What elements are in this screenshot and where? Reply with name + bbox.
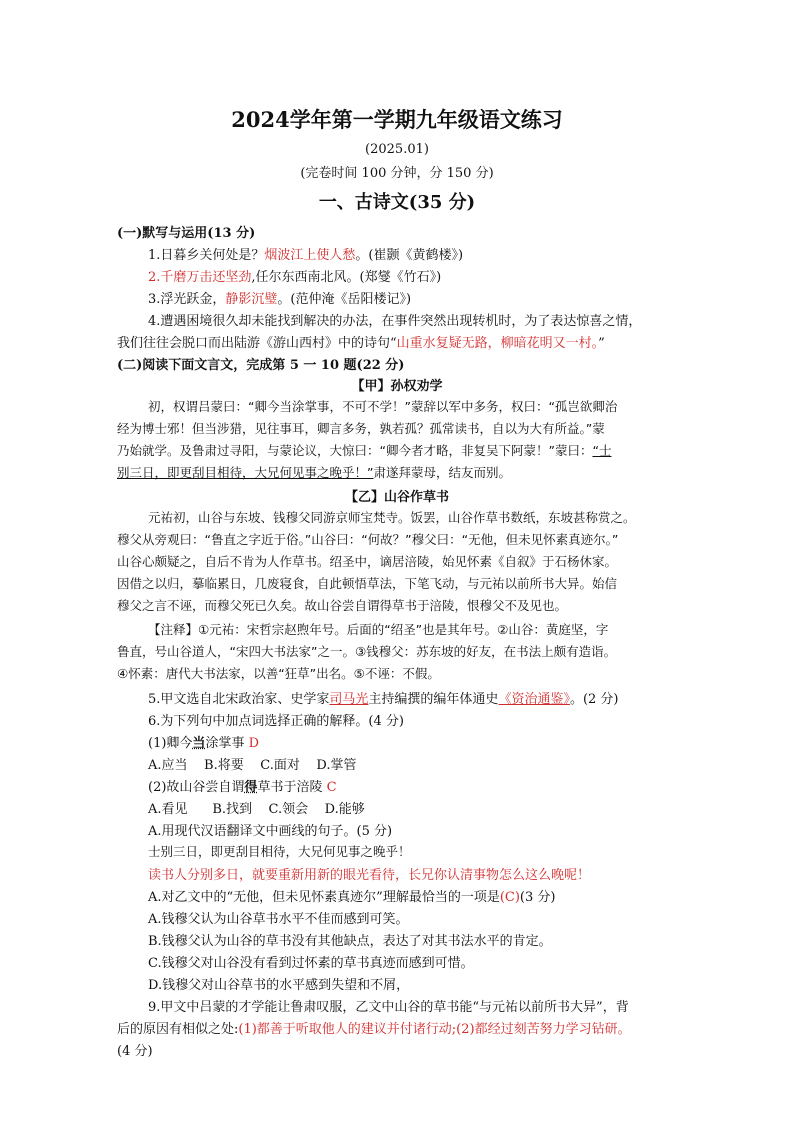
question-1-answer: 烟波江上使人愁 [264,248,356,263]
jia-underline-start: “士 [592,443,612,458]
notes-line-3: ④怀素：唐代大书法家，以善“狂草”出名。⑤不诬：不假。 [117,666,440,681]
question-4-line2 [117,332,677,351]
question-2 [148,266,708,285]
section-heading: 一、古诗文(35 分) [318,192,476,213]
question-4-answer: 山重水复疑无路，柳暗花明又一村。 [396,336,599,351]
question-1-source: 。(崔颢《黄鹤楼》) [355,248,464,263]
question-6-1-dotted-word: 当 [192,736,206,751]
question-6-2-answer: C [326,780,337,795]
question-6: 6.为下列句中加点词选择正确的解释。(4 分) [148,714,404,729]
question-2-answer: 2.千磨万击还坚劲 [148,270,252,285]
question-6-2-dotted-word: 得 [244,780,258,795]
jia-underlined-sentence: 别三日，即更刮目相待，大兄何见事之晚乎！ [117,465,368,480]
question-3-source: 。(范仲淹《岳阳楼记》) [277,292,412,307]
yi-line-2: 穆父从旁观曰：“鲁直之字近于俗。”山谷曰：“何故？”穆父曰：“无他，但未见怀素真迹尔。” [117,532,619,547]
question-8 [148,886,708,905]
question-5 [148,688,708,707]
question-5-mid: 主持编撰的编年体通史 [368,692,499,707]
question-1 [148,244,708,263]
question-6-2 [148,776,708,795]
question-9-score: (4 分) [117,1044,153,1059]
question-6-2-options: A.看见 B.找到 C.领会 D.能够 [148,802,365,817]
question-9-answer: (1)都善于听取他人的建议并付诸行动;(2)都经过刻苦努力学习钻研。 [238,1022,631,1037]
question-6-2-suffix: 草书于涪陵 [257,780,323,795]
question-4-text: 我们往往会脱口而出陆游《游山西村》中的诗句“ [117,336,397,351]
page-title: 2024学年第一学期九年级语文练习 [231,107,563,132]
part1-heading: (一)默写与运用(13 分) [117,226,256,241]
notes-line-2: 鲁直，号山谷道人，“宋四大书法家”之一。③钱穆父：苏东坡的好友，在书法上颇有造诣。 [117,644,617,659]
question-6-1-answer: D [248,736,260,751]
question-7: A.用现代汉语翻译文中画线的句子。(5 分) [148,824,393,839]
yi-title: 【乙】山谷作草书 [344,490,449,505]
question-4-close: ” [598,336,605,351]
question-6-1-prefix: (1)卿今 [148,736,193,751]
question-6-2-prefix: (2)故山谷尝自谓 [148,780,245,795]
question-9-line2 [117,1018,677,1037]
jia-underline-close: ” [367,465,374,480]
question-5-answer-1: 司马光 [329,692,369,707]
jia-line-3 [117,441,677,459]
yi-line-1: 元祐初，山谷与东坡、钱穆父同游京师宝梵寺。饭罢，山谷作草书数纸，东坡甚称赏之。 [148,510,636,525]
question-8-option-a: A.钱穆父认为山谷草书水平不佳而感到可笑。 [148,912,409,927]
question-9-text: 后的原因有相似之处: [117,1022,239,1037]
jia-title: 【甲】孙权劝学 [351,379,443,394]
jia-line-3-text: 乃始就学。及鲁肃过寻阳，与蒙论议，大惊曰：“卿今者才略，非复吴下阿蒙！”蒙曰： [117,443,593,458]
question-6-1-suffix: 涂掌事 [205,736,245,751]
question-3 [148,288,708,307]
exam-date: (2025.01) [365,142,429,157]
jia-line-2: 经为博士邪！但当涉猎，见往事耳，卿言多务，孰若孤？孤常读书，自以为大有所益。”蒙 [117,421,605,436]
notes-line-1: 【注释】①元祐：宋哲宗赵煦年号。后面的“绍圣”也是其年号。②山谷：黄庭坚，字 [148,622,609,637]
question-6-1 [148,732,708,751]
question-8-option-b: B.钱穆父认为山谷的草书没有其他缺点，表达了对其书法水平的肯定。 [148,934,552,949]
question-7-sentence: 士别三日，即更刮目相待，大兄何见事之晚乎！ [148,844,411,859]
question-1-text: 1.日暮乡关何处是？ [148,248,265,263]
question-5-answer-2: 《资治通鉴》 [498,692,570,707]
yi-line-4: 因借之以归，摹临累日，几废寝食，自此顿悟草法，下笔飞动，与元祐以前所书大异。始信 [117,576,618,591]
question-4-line1: 4.遭遇困境很久却未能找到解决的办法，在事件突然出现转机时，为了表达惊喜之情， [148,314,642,329]
question-3-text: 3.浮光跃金， [148,292,226,307]
question-8-option-c: C.钱穆父对山谷没有看到过怀素的草书真迹而感到可惜。 [148,956,474,971]
question-6-1-options: A.应当 B.将要 C.面对 D.掌管 [148,758,357,773]
question-5-score: 。(2 分) [569,692,619,707]
question-9-line1: 9.甲文中吕蒙的才学能让鲁肃叹服，乙文中山谷的草书能“与元祐以前所书大异”，背 [148,1000,629,1015]
yi-line-5: 穆父之言不诬，而穆父死已久矣。故山谷尝自谓得草书于涪陵，恨穆父不及见也。 [117,598,568,613]
jia-line-4 [117,463,677,481]
question-3-answer: 静影沉璧 [225,292,278,307]
question-8-option-d: D.钱穆父对山谷草书的水平感到失望和不屑， [148,978,410,993]
question-5-text: 5.甲文选自北宋政治家、史学家 [148,692,330,707]
yi-line-3: 山谷心颇疑之，自后不肯为人作草书。绍圣中，谪居涪陵，始见怀素《自叙》于石杨休家。 [117,554,618,569]
jia-line-4-text: 肃遂拜蒙母，结友而别。 [373,465,512,480]
exam-info: (完卷时间 100 分钟，分 150 分) [300,166,494,181]
question-2-text: ,任尔东西南北风。(郑燮《竹石》) [251,270,442,285]
question-7-answer: 读书人分别多日，就要重新用新的眼光看待，长兄你认清事物怎么这么晚呢！ [148,868,591,883]
question-8-text: A.对乙文中的“无他，但未见怀素真迹尔”理解最恰当的一项是 [148,890,500,905]
question-8-score: (3 分) [519,890,556,905]
question-8-answer: (C) [499,890,520,905]
jia-line-1: 初，权谓吕蒙曰：“卿今当涂掌事，不可不学！”蒙辞以军中多务，权曰：“孤岂欲卿治 [148,399,618,414]
part2-heading: (二)阅读下面文言文，完成第 5 一 10 题(22 分) [117,358,405,373]
